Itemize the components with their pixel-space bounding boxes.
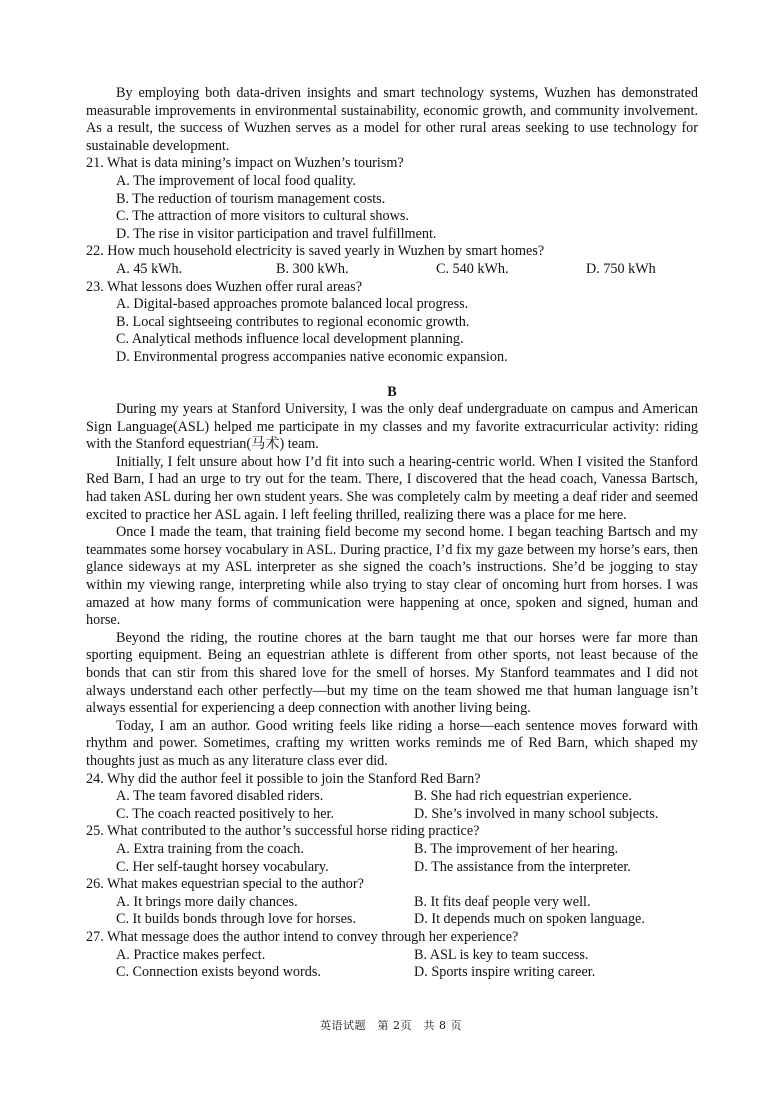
- passage-b-paragraph-4: Beyond the riding, the routine chores at the barn taught me that our horses were far more than sporting equipment. Being an equestrian athlete is different from other sports, not least because of the bonds that can stir from this shared love for the smell of horses. My Stanford teammates and I did not always understand each other perfectly—but my time on the team showed me that human language isn’t always essential for experiencing a deep connection with another living being.: [86, 629, 698, 717]
- q21-option-b: B. The reduction of tourism management costs.: [116, 190, 386, 207]
- q26-option-a: A. It brings more daily chances.: [116, 893, 298, 910]
- q24-options-row-2: [86, 806, 698, 824]
- passage-b-paragraph-3: Once I made the team, that training field become my second home. I began teaching Bartsch and my teammates some horsey vocabulary in ASL. During practice, I’d fix my gaze between my horse’s ears, then glance sideways at my ASL interpreter as she signed the coach’s instructions. She’d be jogging to stay within my viewing range, interpreting while also trying to stay clear of oncoming hurt from horses. I was amazed at how many forms of communication were happening at once, spoken and signed, human and horse.: [86, 524, 698, 629]
- q24-option-d: D. She’s involved in many school subjects.: [414, 805, 659, 822]
- q22-options: [86, 261, 698, 279]
- passage-b-paragraph-5: Today, I am an author. Good writing feels like riding a horse—each sentence moves forward with rhythm and power. Sometimes, crafting my written works reminds me of Red Barn, which shaped my thoughts just as much as any literature class ever did.: [86, 717, 698, 769]
- q21-option-a: A. The improvement of local food quality.: [116, 172, 356, 189]
- q27-option-c: C. Connection exists beyond words.: [116, 964, 321, 981]
- q27-option-b: B. ASL is key to team success.: [414, 946, 589, 963]
- question-22: 22. How much household electricity is saved yearly in Wuzhen by smart homes?: [86, 243, 545, 260]
- question-24: 24. Why did the author feel it possible to join the Stanford Red Barn?: [86, 770, 481, 787]
- q23-option-c: C. Analytical methods influence local development planning.: [116, 331, 464, 348]
- q23-option-b: B. Local sightseeing contributes to regional economic growth.: [116, 313, 470, 330]
- question-27: 27. What message does the author intend to convey through her experience?: [86, 928, 519, 945]
- passage-b-paragraph-2: Initially, I felt unsure about how I’d fit into such a hearing-centric world. When I visited the Stanford Red Barn, I had an urge to try out for the team. There, I discovered that the head coach, Vanessa Bartsch, had taken ASL during her own student years. She was completely calm by meeting a deaf rider and seemed excited to practice her ASL again. I left feeling thrilled, realizing there was a place for me here.: [86, 453, 698, 523]
- q25-option-c: C. Her self-taught horsey vocabulary.: [116, 858, 329, 875]
- q27-option-d: D. Sports inspire writing career.: [414, 964, 596, 981]
- q25-options-row-1: [86, 841, 698, 859]
- q27-option-a: A. Practice makes perfect.: [116, 946, 266, 963]
- q24-option-c: C. The coach reacted positively to her.: [116, 805, 334, 822]
- q22-option-d: D. 750 kWh: [586, 260, 656, 277]
- q26-option-d: D. It depends much on spoken language.: [414, 911, 645, 928]
- q21-option-c: C. The attraction of more visitors to cultural shows.: [116, 208, 409, 225]
- section-b-heading: B: [387, 383, 397, 400]
- passage-a-paragraph: By employing both data-driven insights and smart technology systems, Wuzhen has demonstrated measurable improvements in environmental sustainability, economic growth, and community involvement. As a result, the success of Wuzhen serves as a model for other rural areas seeking to use technology for sustainable development.: [86, 85, 698, 154]
- q24-option-b: B. She had rich equestrian experience.: [414, 788, 632, 805]
- passage-b-paragraph-1: During my years at Stanford University, I was the only deaf undergraduate on campus and American Sign Language(ASL) helped me participate in my classes and my favorite extracurricular activity: riding with the Stanford equestrian(马术) team.: [86, 401, 698, 453]
- q26-option-c: C. It builds bonds through love for horses.: [116, 911, 356, 928]
- q27-options-row-1: [86, 947, 698, 965]
- exam-page: [86, 85, 698, 982]
- q23-option-a: A. Digital-based approaches promote balanced local progress.: [116, 296, 469, 313]
- q22-option-c: C. 540 kWh.: [436, 260, 509, 277]
- q24-option-a: A. The team favored disabled riders.: [116, 788, 324, 805]
- q25-option-b: B. The improvement of her hearing.: [414, 840, 619, 857]
- page-footer: 英语试题 第 2页 共 8 页: [320, 1019, 462, 1032]
- q26-options-row-1: [86, 894, 698, 912]
- q22-option-a: A. 45 kWh.: [116, 260, 183, 277]
- q25-option-a: A. Extra training from the coach.: [116, 840, 304, 857]
- q21-option-d: D. The rise in visitor participation and travel fulfillment.: [116, 225, 437, 242]
- question-21: 21. What is data mining’s impact on Wuzhen’s tourism?: [86, 155, 404, 172]
- q24-options-row-1: [86, 788, 698, 806]
- q26-option-b: B. It fits deaf people very well.: [414, 893, 591, 910]
- q23-option-d: D. Environmental progress accompanies native economic expansion.: [116, 348, 508, 365]
- q27-options-row-2: [86, 964, 698, 982]
- question-23: 23. What lessons does Wuzhen offer rural areas?: [86, 278, 362, 295]
- q25-options-row-2: [86, 859, 698, 877]
- question-25: 25. What contributed to the author’s successful horse riding practice?: [86, 823, 480, 840]
- q26-options-row-2: [86, 911, 698, 929]
- q22-option-b: B. 300 kWh.: [276, 260, 349, 277]
- q25-option-d: D. The assistance from the interpreter.: [414, 858, 631, 875]
- question-26: 26. What makes equestrian special to the author?: [86, 876, 364, 893]
